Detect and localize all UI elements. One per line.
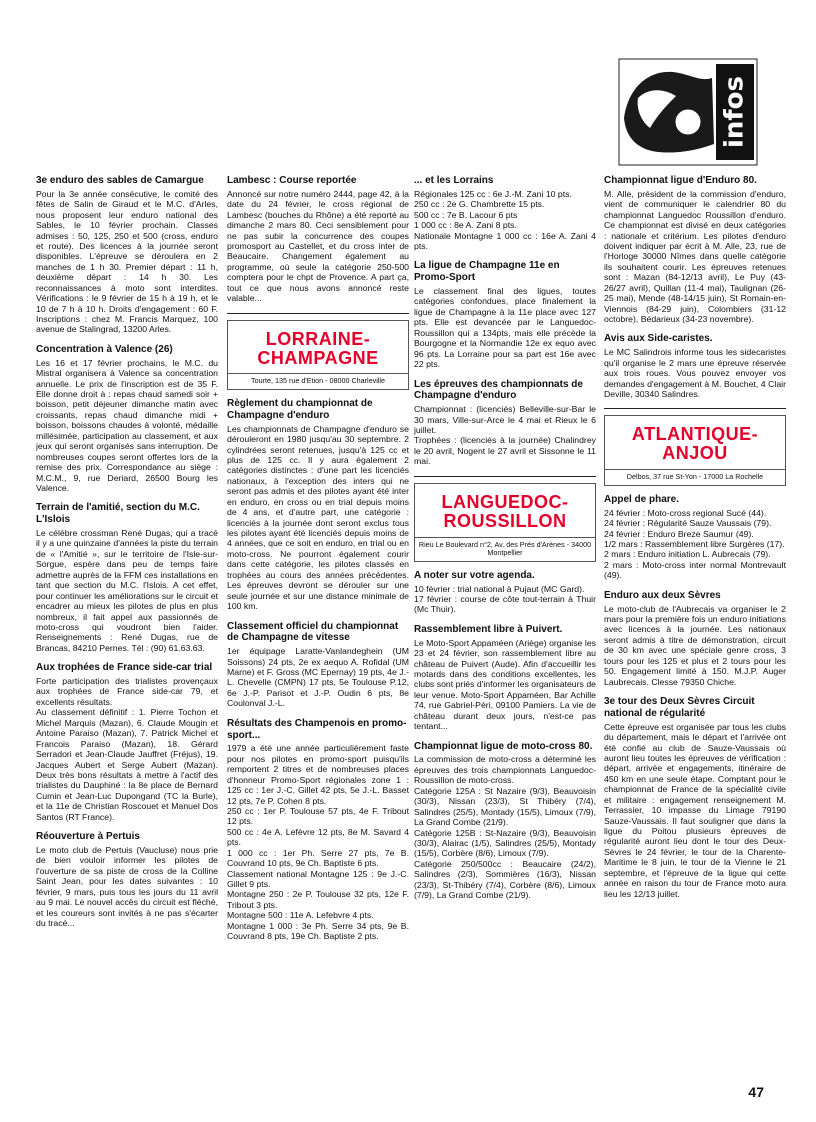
region-title: LORRAINE- CHAMPAGNE [257, 328, 379, 368]
article-body: Cette épreuve est organisée par tous les clubs du département, mais le départ et l'arrivée ont été confié au club de Sauze-Vaussais où auront lieu toutes les épreuves de vérification : départ, arrivée et engagements, itinéraire de 450 km en une seule étape. Comptant pour le championnat de France de la spécialité civile et militaire : engagement renseignement M. Terrassier, 10 impasse du Limage 79190 Sauze-Vaussais. Il faut souligner que dans la ligue du Poitou plusieurs épreuves de régularité auront lieu dont le tour des Deux-Sèvres le 24 février, le tour de la Charente-Maritime le 8 juin, le tour de la Vienne le 21 septembre, et l'épreuve de la ligue qui cette année en raison du tour de France moto aura lieu les 12/13 juillet. [604, 721, 786, 899]
divider [604, 408, 786, 409]
page-number: 47 [748, 1084, 764, 1100]
logo-text: infos [719, 75, 750, 149]
article-lambesc [227, 175, 409, 304]
article-title: Lambesc : Course reportée [227, 175, 357, 186]
article-puivert [414, 624, 596, 732]
article-title: 3e tour des Deux Sèvres Circuit national de régularité [604, 696, 755, 719]
article-classement-vitesse [227, 621, 409, 709]
article-title: 3e enduro des sables de Camargue [36, 175, 204, 186]
divider [414, 476, 596, 477]
article-title: Résultats des Champenois en promo-sport... [227, 717, 407, 741]
article-body: Régionales 125 cc : 6e J.-M. Zani 10 pts. 250 cc : 2e G. Chambrette 15 pts. 500 cc : 7e B. Lacour 6 pts 1 000 cc : 8e A. Zani 8 pts. Nationale Montagne 1 000 cc : 16e A. Zani 4 pts. [414, 188, 596, 251]
article-title: Concentration à Valence (26) [36, 343, 173, 355]
article-body: 10 février : trial national à Pujaut (MC Gard). 17 février : course de côte tout-terrain à Thuir (Mc Thuir). [414, 583, 596, 615]
article-title: Les épreuves des championnats de Champagne d'enduro [414, 378, 583, 402]
article-body: Le moto-club de l'Aubrecais va organiser le 2 mars pour la première fois un enduro initiations avec licences à la journée. Les nationaux seront admis à titre de démonstration, circuit de 30 km avec une spéciale genre cross, 3 tours pour les 125 et plus et 2 tours pour les 50. Engagement limité à 150. M.J.P. Auger Laubrecais. Clesse 79350 Chiche. [604, 603, 786, 687]
article-body: 1er équipage Laratte-Vanlandeghein (UM Soissons) 24 pts, 2e ex aequo A. Rofidal (UM Marne) et F. Gross (MC Epernay) 19 pts, 4e J.-L. Chevelle (CMPN) 17 pts, 5e Toulouse P.12, 6e J.-P. Parisot et J.-P. Oudin 6 pts, 8e Coulonval J.-L. [227, 646, 409, 709]
article-title: Terrain de l'amitié, section du M.C. L'Islois [36, 502, 200, 526]
article-enduro-camargue [36, 175, 218, 335]
article-body: 24 février : Moto-cross regional Sucé (44). 24 février : Régularité Sauze Vaussais (79). 24 février : Enduro Breze Saumur (49). 1/2 mars : Rassemblement libre Surgères (17). 2 mars : Enduro initiation L. Aubrecais (79). 2 mars : Moto-cross inter normal Montrevault (49). [604, 507, 786, 581]
article-tour-deux-sevres [604, 696, 786, 899]
region-box-languedoc-roussillon [414, 483, 596, 562]
article-body: Le célèbre crossman René Dugas, qui a tracé il y a une quinzaine d'années la piste du terrain de « l'Amitié », sur le territoire de l'Isle-sur-Sorgue, espère dans peu de temps faire admettre auprès de la FFM ces installations en tant que section du M.C. l'Islois. A cet effet, pour continuer les améliorations sur le circuit et encadrer au mieux les pilotes de plus en plus nombreux, il fait appel aux passionnés de moto-cross qui voudront bien l'aider. Renseignements : René Dugas, rue de Brancas, 84210 Pernes. Tél : (90) 61.63.63. [36, 528, 218, 653]
article-appel-de-phare [604, 494, 786, 581]
article-body: Le classement final des ligues, toutes catégories confondues, place finalement la ligue de Champagne à la 11e place avec 127 pts. Elle est devancée par le Languedoc-Roussillon qui a 134pts, mais elle précède la Bourgogne et la Normandie 12e ex equo avec 96 pts. La Lorraine pour sa part est 16e avec 22 pts. [414, 286, 596, 370]
article-moto-cross-ligue [414, 741, 596, 901]
article-title: Enduro aux deux Sèvres [604, 589, 721, 601]
region-address: Delbos, 37 rue St-Yon - 17000 La Rochelle [605, 469, 785, 485]
article-title: La ligue de Champagne 11e en Promo-Sport [414, 260, 560, 284]
article-body: Forte participation des trialistes provençaux aux trophées de France side-car 79, et excellents résultats. Au classement définitif : 1. Pierre Tochon et Michel Marquis (Mazan), 6. Claude Mougin et Antoine Paraiso (Mazan), 7. Patrick Michel et Francois Paraiso (Mazan), 18. Gérard Serradori et Jean-Claude Jauffret (Fréjus), 19. Jacques Aubert et Serge Aubert (Mazan). Deux très bons résultats à mettre à l'actif des trialistes du Dauphiné : la 8e place de Bernard Cumin et Jean-Luc Dupongand (TC la Burle), et la 11e de Christian Roscouet et Manuel Dos Santos (RT France). [36, 676, 218, 822]
region-box-lorraine-champagne [227, 320, 409, 390]
article-reglement-enduro [227, 398, 409, 611]
article-title: Championnat ligue de moto-cross 80. [414, 740, 593, 752]
article-title: Avis aux Side-caristes. [604, 333, 713, 345]
article-body: La commission de moto-cross a déterminé les épreuves des trois championnats Languedoc-Roussillon de moto-cross. Catégorie 125A : St Nazaire (9/3), Beauvoisin (30/3), Nissan (23/3), St Thibéry (7/4), Salindres (25/5), Montady (15/5), Limoux (7/9), La Grand Combe (21/9). Catégorie 125B : St-Nazaire (9/3), Beauvoisin (30/3), Alairac (1/5), Salindres (25/5), Montady (15/5), Corbère (8/6), Limoux (7/9). Catégorie 250/500cc : Beaucaire (24/2), Salindres (2/3), Sommières (16/3), Nissan (23/3), St-Thibéry (7/4), Corbère (8/6), Limoux (7/9), La Grand Combe (21/9). [414, 754, 596, 901]
article-agenda [414, 570, 596, 615]
column-1 [36, 175, 218, 937]
article-body: Le Moto-Sport Appaméen (Ariège) organise les 23 et 24 février, son rassemblement libre au château de Puivert (Aude). Afin d'accueillir les motards dans des conditions excellentes, les clubs sont priés d'informer les organisateurs de leur venue. Moto-Sport Appaméen, Bar Achille 74, rue Gabriel-Péri, 09100 Pamiers. La vie de château durant deux jours, n'est-ce pas tentant... [414, 637, 596, 732]
article-title: Classement officiel du championnat de Champagne de vitesse [227, 620, 399, 644]
region-box-atlantique-anjou [604, 415, 786, 485]
article-resultats-champenois [227, 718, 409, 942]
article-title: Championnat ligue d'Enduro 80. [604, 175, 757, 186]
article-body: Championnat : (licenciés) Belleville-sur-Bar le 30 mars, Ville-sur-Arce le 4 mai et Rieux le 6 juillet. Trophées : (licenciés à la journée) Chalindrey le 20 avril, Nogent le 27 avril et Sissonne le 11 mai. [414, 404, 596, 467]
article-ligue-champagne [414, 260, 596, 369]
region-title: ATLANTIQUE- ANJOU [631, 424, 759, 464]
infos-logo [618, 58, 758, 166]
article-title: A noter sur votre agenda. [414, 569, 535, 581]
column-4 [604, 175, 786, 908]
divider [227, 313, 409, 314]
article-title: Rassemblement libre à Puivert. [414, 623, 563, 635]
article-enduro-deux-sevres [604, 590, 786, 687]
article-lorrains [414, 175, 596, 251]
article-enduro-ligue [604, 175, 786, 324]
region-title: LANGUEDOC- ROUSSILLON [441, 491, 569, 531]
article-body: Annoncé sur notre numéro 2444, page 42, à la date du 24 février, le cross régional de Lambesc (bouches du Rhône) a été reporté au dimanche 2 mars 80. Ceci sensiblement pour ne pas subir la concurrence des coupes promosport au Castellet, et du cross inter de Beaucaire. Changement également au programme, où seule la catégorie 250-500 comptera pour le chpt de Provence. A part ça, tout ce que nous avons annoncé reste valable... [227, 188, 409, 304]
article-body: Les 16 et 17 février prochains, le M.C. du Mistral organisera à Valence sa concentration annuelle. Le prix de l'inscription est de 35 F. Elle donne droit à : repas chaud samedi soir + boisson, petit déjeuner dimanche matin avec croissants, repas chaud dimanche midi + boisson, boissons chaudes à volonté, médaille millésimée, participation au classement, et aux jeux qui seront organisés sans interruption. De nombreuses coupes seront offertes lors de la remise des prix. Correspondance au siège : M.C.M., 9, rue Deriard, 26500 Bourg les Valence. [36, 357, 218, 493]
article-epreuves-champagne [414, 379, 596, 467]
article-body: Le moto club de Pertuis (Vaucluse) nous prie de bien vouloir informer les pilotes de l'ouverture de sa piste de cross de la Colline Saint Jean, pour les dates suivantes : 10 février, 9 mars, puis tous les jours du 11 avril au 9 mai. Le nouvel accès du circuit est fléché, et les coureurs sont invités à ne pas s'écarter du tracé... [36, 844, 218, 929]
article-concentration-valence [36, 344, 218, 493]
region-address: Rieu Le Boulevard n°2, Av. des Prés d'Arènes - 34000 Montpellier [415, 537, 595, 561]
column-3 [414, 175, 596, 910]
article-title: Appel de phare. [604, 493, 680, 505]
article-title: Aux trophées de France side-car trial [36, 662, 213, 674]
article-body: 1979 a été une année particulièrement faste pour nos pilotes en promo-sport puisqu'ils remportent 2 titres et de nombreuses places d'honneur Promo-Sport régionales zone 1 : 125 cc : 1er J.-C. Gillet 42 pts, 5e J.-L. Basset 12 pts, 7e P. Cohen 8 pts. 250 cc : 1er P. Toulouse 57 pts, 4e F. Tribout 12 pts. 500 cc : 4e A. Lefèvre 12 pts, 8e M. Savard 4 pts. 1 000 cc : 1er Ph. Serre 27 pts, 7e B. Couvrand 10 pts, 9e Ch. Baptiste 6 pts. Classement national Montagne 125 : 9e J.-C. Gillet 9 pts. Montagne 250 : 2e P. Toulouse 32 pts, 12e F. Tribout 3 pts. Montagne 500 : 11e A. Lefebvre 4 pts. Montagne 1 000 : 3e Ph. Serre 34 pts, 9e B. Couvrand 8 pts, 19e Ch. Baptiste 2 pts. [227, 743, 409, 942]
article-body: Le MC Salindrois informe tous les sidecaristes qu'il organise le 2 mars une épreuve réservée aux trois roues. Vous pouvez envoyer vos demandes d'engagement à M. Bouchet, 4 Clair Deville, 30340 Salindres. [604, 347, 786, 400]
article-title: Réouverture à Pertuis [36, 831, 140, 843]
article-body: Pour la 3e année consécutive, le comité des fêtes de Salin de Giraud et le M.C. d'Arles, nous proposent leur enduro national des Sables, le 10 février prochain. Classes admises : 50, 125, 250 et 500 (cross, enduro et route). Des licences à la journée seront disponibles. L'épreuve se déroulera en 2 manches de 1 h 30. Premier départ : 11 h, deuxième départ : 14 h 30. Les reconnaissances à moto sont interdites. Vérifications : le 9 février de 15 h à 19 h, et le 10 de 7 h à 10 h. Droits d'engagement : 60 F. Inscriptions : chez M. Francis Marquez, 100 avenue de Stalingrad, 13200 Arles. [36, 188, 218, 335]
article-title: Règlement du championnat de Champagne d'enduro [227, 398, 373, 421]
region-address: Tourte, 135 rue d'Etion - 08000 Charleville [228, 373, 408, 389]
article-side-caristes [604, 333, 786, 399]
article-body: Les championnats de Champagne d'enduro se dérouleront en 1980 jusqu'au 30 septembre. 2 cylindrées seront retenues, jusqu'à 125 cc et plus de 125 cc. Il y aura également 2 catégories distinctes : d'une part les licenciés nationaux, à l'exception des inters qui ne seront pas admis et des pilotes ayant été inter en enduro, en cross ou en trial depuis moins de 4 ans, et d'autre part, une catégorie : licenciés à la journée dont seront exclus tous les pilotes ayant été licenciés depuis moins de 4 années, que ce soit en enduro, en trial ou en moto-cross. Ne pourront également courir dans cette catégorie, les pilotes classés en trophées au cours des années précédentes. Les épreuves devront se dérouler sur une seule journée et sur une distance minimale de 100 km. [227, 423, 409, 612]
column-2 [227, 175, 409, 951]
article-terrain-amitie [36, 502, 218, 653]
article-trophees-side-car [36, 662, 218, 822]
article-title: ... et les Lorrains [414, 175, 494, 186]
article-reouverture-pertuis [36, 831, 218, 928]
article-body: M. Alle, président de la commission d'enduro, vient de communiquer le calendrier 80 du championnat Languedoc Roussillon d'enduro. Ce championnat est divisé en deux catégories : nationale et critérium. Les pilotes d'enduro doivent indiquer par écrit à M. Alle, 23, rue de l'Horloge 30000 Nîmes dans quelle catégorie ils souhaitent courir. Les épreuves retenues sont : Mazan (84-12/13 avril), Le Puy (43-26/27 avril), Quillan (11-4 mai), Taulignan (26-25 mai), Mende (48-14/15 juin), St Romain-en-Viennois (84-29 juin), Colombiers (31-12 octobre), Bédarieux (34-23 novembre). [604, 188, 786, 325]
